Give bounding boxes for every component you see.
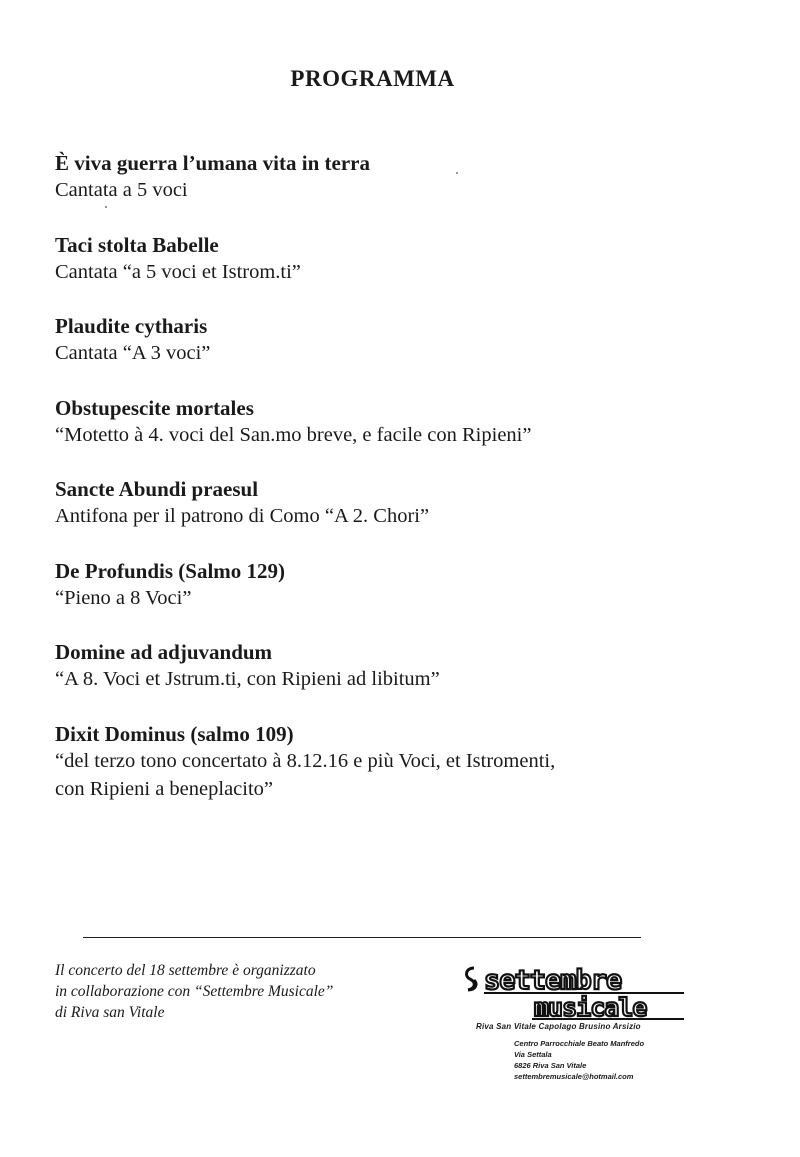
piece-title: Sancte Abundi praesul <box>55 477 259 501</box>
logo-word-settembre: settembre <box>484 965 622 996</box>
program-item <box>55 639 735 721</box>
program-item <box>55 558 735 640</box>
piece-subtitle: “A 8. Voci et Jstrum.ti, con Ripieni ad libitum” <box>55 668 440 690</box>
piece-title: Plaudite cytharis <box>55 314 208 338</box>
program-list <box>55 150 735 802</box>
program-item <box>55 721 735 803</box>
piece-title: È viva guerra l’umana vita in terra <box>55 151 370 175</box>
footer-note-line: in collaborazione con “Settembre Musicale” <box>55 983 334 1000</box>
piece-title: De Profundis (Salmo 129) <box>55 558 286 583</box>
logo-address-line: Centro Parrocchiale Beato Manfredo <box>514 1039 645 1048</box>
piece-subtitle: “Pieno a 8 Voci” <box>55 586 192 609</box>
piece-subtitle: Cantata “a 5 voci et Istrom.ti” <box>55 260 301 283</box>
program-item <box>55 395 735 477</box>
program-item <box>55 150 735 232</box>
page-title: PROGRAMMA <box>290 66 455 91</box>
piece-title: Domine ad adjuvandum <box>55 640 273 664</box>
settembre-musicale-logo <box>462 962 692 1082</box>
piece-subtitle: Cantata “A 3 voci” <box>55 342 211 364</box>
logo-wordmark <box>462 962 692 1022</box>
program-item <box>55 232 735 314</box>
piece-title: Dixit Dominus (salmo 109) <box>55 721 294 746</box>
piece-subtitle: “Motetto à 4. voci del San.mo breve, e facile con Ripieni” <box>55 423 532 446</box>
piece-subtitle: “del terzo tono concertato à 8.12.16 e più Voci, et Istromenti, con Ripieni a beneplacito” <box>55 749 556 800</box>
footer-note-line: Il concerto del 18 settembre è organizzato <box>55 962 316 979</box>
logo-towns: Riva San Vitale Capolago Brusino Arsizio <box>476 1022 641 1031</box>
footer-note-line: di Riva san Vitale <box>55 1004 165 1021</box>
logo-word-musicale: musicale <box>534 993 647 1022</box>
paper-speck <box>105 206 107 208</box>
paper-speck <box>456 172 458 174</box>
piece-subtitle: Cantata a 5 voci <box>55 179 188 201</box>
piece-title: Obstupescite mortales <box>55 395 254 420</box>
logo-address-line: Via Settala <box>514 1050 552 1059</box>
logo-address-line: settembremusicale@hotmail.com <box>514 1072 634 1081</box>
piece-title: Taci stolta Babelle <box>55 232 219 257</box>
footer-note <box>55 960 435 1023</box>
clef-icon <box>467 968 476 990</box>
divider <box>83 937 641 938</box>
piece-subtitle: Antifona per il patrono di Como “A 2. Chori” <box>55 505 430 527</box>
logo-address-line: 6826 Riva San Vitale <box>514 1061 587 1070</box>
program-item <box>55 313 735 395</box>
program-item <box>55 476 735 558</box>
